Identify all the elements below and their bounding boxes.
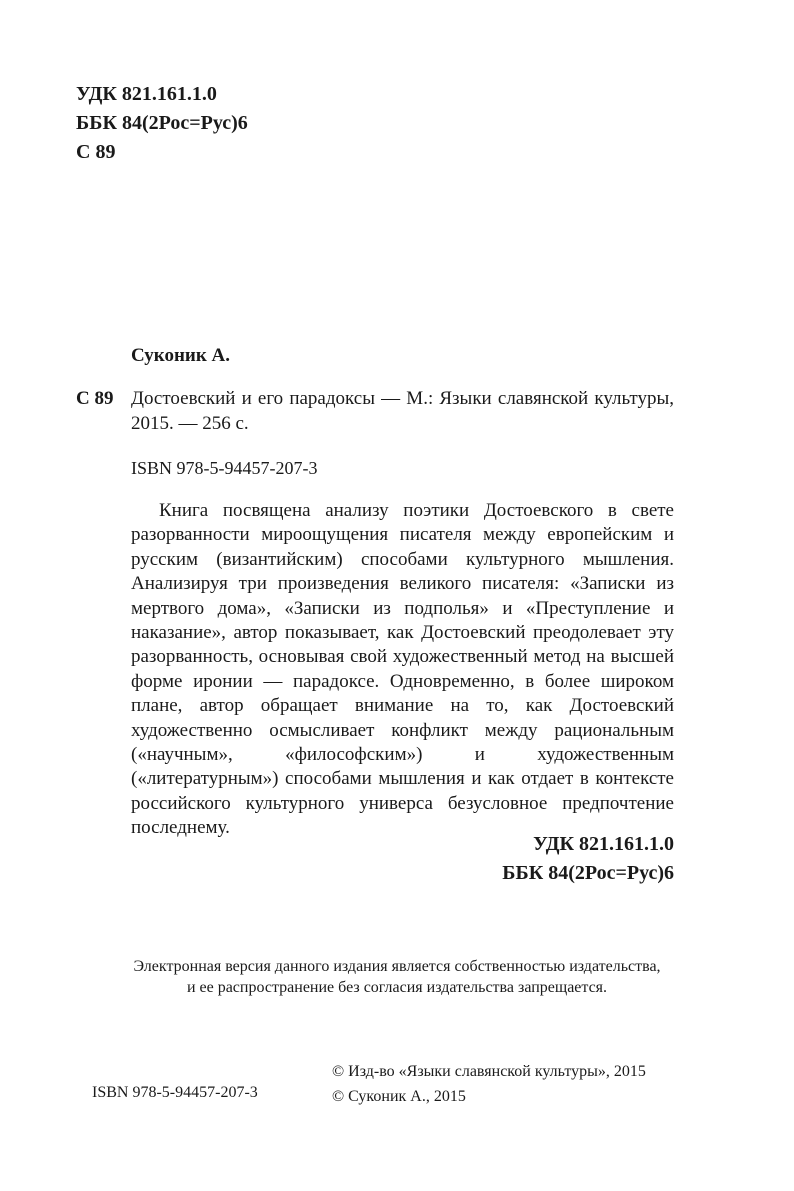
copyright-author: © Суконик А., 2015 xyxy=(332,1088,466,1105)
annotation-paragraph: Книга посвящена анализу поэтики Достоевского в свете разорванности мироощущения писателя между европейским и русским (византийским) способами культурного мышления. Анализируя три произведения великого писателя: «Записки из мертвого дома», «Записки из подполья» и «Преступление и наказание», автор показывает, как Достоевский преодолевает эту разорванность, основывая свой художественный метод на высшей форме иронии — парадоксе. Одновременно, в более широком плане, автор обращает внимание на то, как Достоевский художественно осмысливает конфликт между рациональным («научным», «философским») и художественным («литературным») способами мышления и как отдает в контексте российского культурного универса безусловное предпочтение последнему. xyxy=(131,500,674,839)
isbn-record: ISBN 978-5-94457-207-3 xyxy=(131,458,318,478)
header-classification-codes xyxy=(76,80,248,167)
bibliographic-description: Достоевский и его парадоксы — М.: Языки славянской культуры, 2015. — 256 с. xyxy=(131,388,674,434)
copyright-notice xyxy=(40,956,754,998)
udk-code-bottom: УДК 821.161.1.0 xyxy=(533,833,674,855)
notice-line-2: и ее распространение без согласия издательства запрещается. xyxy=(186,979,608,996)
notice-line-1: Электронная версия данного издания является собственностью издательства, xyxy=(133,958,661,975)
bbk-code: ББК 84(2Рос=Рус)6 xyxy=(76,112,248,134)
bbk-code-bottom: ББК 84(2Рос=Рус)6 xyxy=(502,862,674,884)
footer-classification-codes xyxy=(400,830,674,888)
author-name: Суконик А. xyxy=(131,345,231,366)
isbn-footer: ISBN 978-5-94457-207-3 xyxy=(92,1084,258,1101)
copyright-publisher: © Изд-во «Языки славянской культуры», 2015 xyxy=(332,1063,646,1080)
author-mark: С 89 xyxy=(76,141,116,163)
udk-code: УДК 821.161.1.0 xyxy=(76,83,217,105)
copyright-block xyxy=(332,1059,674,1109)
call-mark: С 89 xyxy=(76,388,114,409)
